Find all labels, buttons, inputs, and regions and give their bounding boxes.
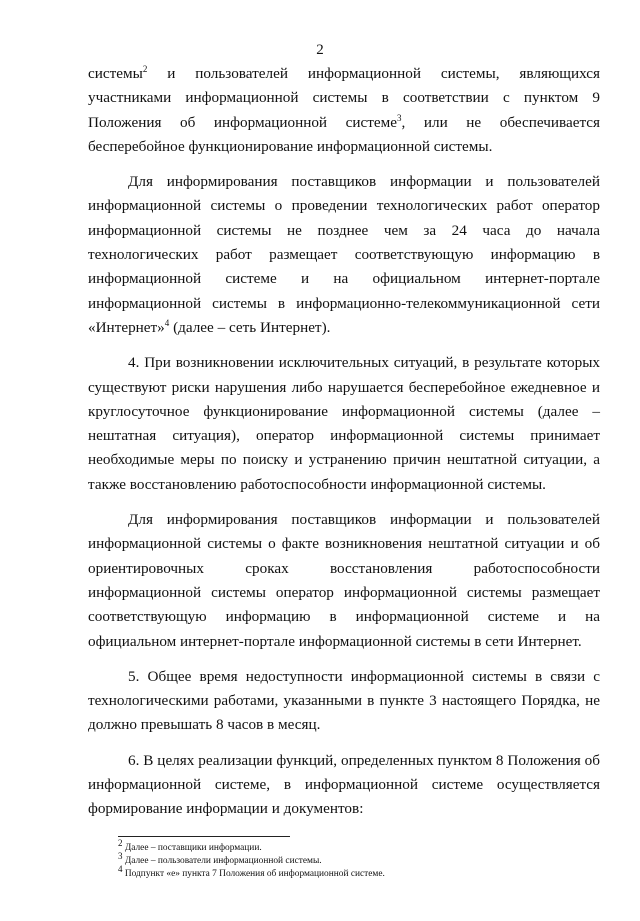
footnote-reference: 4 — [164, 317, 170, 328]
footnote-text: Далее – пользователи информационной системы. — [122, 856, 322, 866]
footnote-number: 3 — [118, 850, 123, 861]
page-number: 2 — [316, 42, 324, 58]
paragraph — [88, 665, 600, 738]
footnote-text: Подпункт «е» пункта 7 Положения об информационной системе. — [122, 869, 385, 879]
footnote-reference: 2 — [142, 63, 148, 74]
document-body — [88, 62, 600, 833]
footnotes — [118, 837, 598, 881]
paragraph — [88, 749, 600, 822]
footnote-text: Далее – поставщики информации. — [122, 843, 262, 853]
footnote-number: 2 — [118, 837, 123, 848]
footnote — [118, 850, 598, 868]
paragraph-text: Для информирования поставщиков информации и пользователей информационной системы о факте возникновения нештатной ситуации и об ориентировочных сроках восстановления работоспособности информационной системы оператор информационной системы размещает соответствующую информацию в информационной системе и на официальном интернет-портале информационной системы в сети Интернет. — [88, 511, 600, 650]
footnote — [118, 837, 598, 855]
paragraph — [88, 170, 600, 340]
paragraph-text: 4. При возникновении исключительных ситуаций, в результате которых существуют риски нарушения либо нарушается бесперебойное ежедневное и круглосуточное функционирование информационной системы (далее – нештатная ситуация), оператор информационной системы принимает необходимые меры по поиску и устранению причин нештатной ситуации, а также восстановлению работоспособности информационной системы. — [88, 354, 600, 493]
footnote-separator — [118, 836, 290, 837]
paragraph — [88, 508, 600, 654]
paragraph-text: системы — [88, 65, 143, 82]
paragraph-text: (далее – сеть Интернет). — [169, 318, 331, 336]
footnote-number: 4 — [118, 863, 123, 874]
paragraph-text: , или не обеспечивается бесперебойное функционирование информационной системы. — [88, 113, 600, 155]
paragraph-text: 5. Общее время недоступности информационной системы в связи с технологическими работами, указанными в пункте 3 настоящего Порядка, не должно превышать 8 часов в месяц. — [88, 667, 600, 734]
paragraph-text: 6. В целях реализации функций, определенных пунктом 8 Положения об информационной системе, в информационной системе осуществляется формирование информации и документов: — [88, 751, 600, 818]
footnote-reference: 3 — [396, 112, 402, 123]
paragraph — [88, 351, 600, 497]
paragraph-text: Для информирования поставщиков информации и пользователей информационной системы о проведении технологических работ оператор информационной системы не позднее чем за 24 часа до начала технологических работ размещает соответствующую информацию в информационной системе и на официальном интернет-портале информационной системы в информационно-телекоммуникационной сети «Интернет» — [88, 173, 600, 336]
paragraph-text: и пользователей информационной системы, являющихся участниками информационной системы в соответствии с пунктом 9 Положения об информационной системе — [88, 65, 600, 131]
footnote — [118, 863, 598, 881]
paragraph — [88, 62, 600, 159]
